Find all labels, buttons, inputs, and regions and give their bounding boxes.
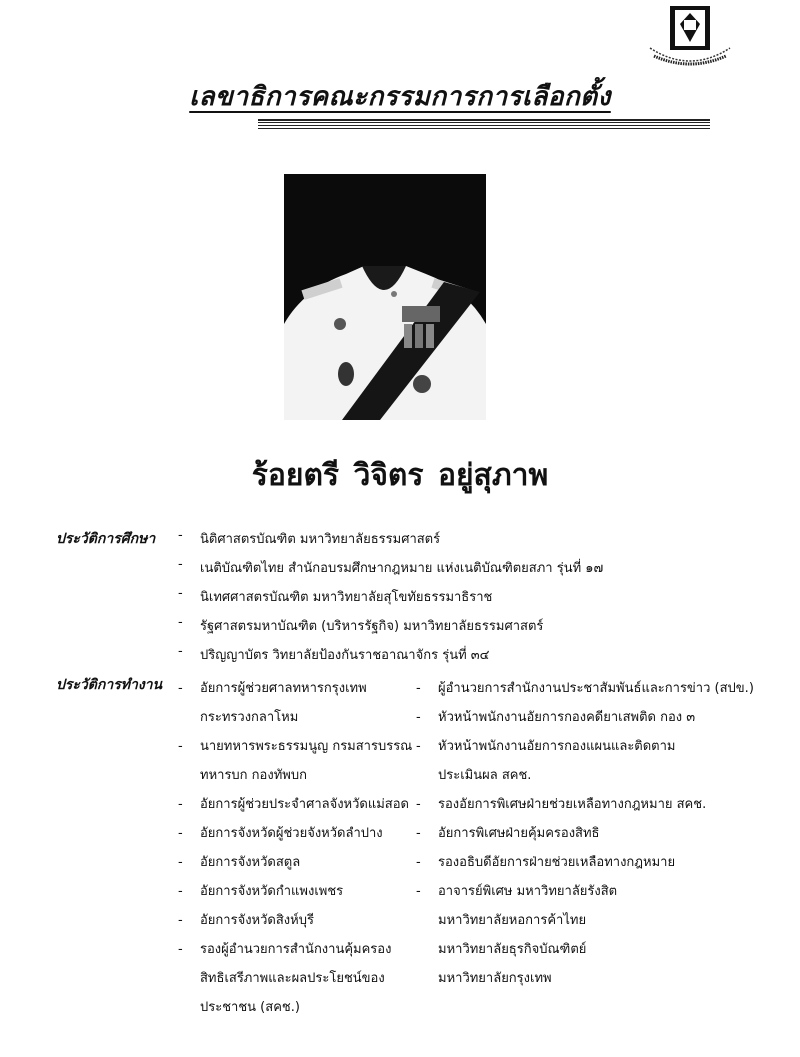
list-item: - นายทหารพระธรรมนูญ กรมสารบรรณ ทหารบก กองทัพบก [178, 739, 413, 783]
list-item: - รองผู้อำนวยการสำนักงานคุ้มครอง สิทธิเสรีภาพและผลประโยชน์ของ ประชาชน (สคช.) [178, 942, 392, 1015]
person-name: ร้อยตรี วิจิตร อยู่สุภาพ [251, 458, 549, 493]
list-item: - อัยการจังหวัดกำแพงเพชร [178, 884, 344, 899]
education-list [178, 528, 604, 673]
list-item: - อัยการจังหวัดผู้ช่วยจังหวัดลำปาง [178, 826, 383, 841]
list-item: - ปริญญาบัตร วิทยาลัยป้องกันราชอาณาจักร รุ่นที่ ๓๔ [178, 644, 490, 663]
work-history-right-list [416, 674, 754, 993]
list-item: - อัยการผู้ช่วยประจำศาลจังหวัดแม่สอด [178, 797, 409, 812]
list-item: - รัฐศาสตรมหาบัณฑิต (บริหารรัฐกิจ) มหาวิทยาลัยธรรมศาสตร์ [178, 615, 544, 634]
list-item: - นิเทศศาสตรบัณฑิต มหาวิทยาลัยสุโขทัยธรรมาธิราช [178, 586, 493, 605]
election-commission-seal-icon [648, 4, 732, 68]
list-item: - รองอัยการพิเศษฝ่ายช่วยเหลือทางกฎหมาย สคช. [416, 797, 707, 812]
list-item: - อาจารย์พิเศษ มหาวิทยาลัยรังสิต มหาวิทยาลัยหอการค้าไทย มหาวิทยาลัยธุรกิจบัณฑิตย์ มหาวิทยาลัยกรุงเทพ [416, 884, 618, 986]
work-history-left-list [178, 674, 413, 1022]
list-item: - เนติบัณฑิตไทย สำนักอบรมศึกษากฎหมาย แห่งเนติบัณฑิตยสภา รุ่นที่ ๑๗ [178, 557, 604, 576]
list-item: - อัยการผู้ช่วยศาลทหารกรุงเทพ กระทรวงกลาโหม [178, 681, 367, 725]
work-history-label: ประวัติการทำงาน [56, 677, 163, 693]
list-item: - อัยการพิเศษฝ่ายคุ้มครองสิทธิ [416, 826, 600, 841]
list-item: - นิติศาสตรบัณฑิต มหาวิทยาลัยธรรมศาสตร์ [178, 528, 441, 547]
list-item: - อัยการจังหวัดสิงห์บุรี [178, 913, 314, 928]
list-item: - รองอธิบดีอัยการฝ่ายช่วยเหลือทางกฎหมาย [416, 855, 676, 870]
portrait-photo [284, 174, 486, 420]
document-title: เลขาธิการคณะกรรมการการเลือกตั้ง [189, 82, 611, 112]
list-item: - หัวหน้าพนักงานอัยการกองแผนและติดตาม ประเมินผล สคช. [416, 739, 676, 783]
list-item: - หัวหน้าพนักงานอัยการกองคดียาเสพติด กอง ๓ [416, 710, 696, 725]
title-divider [258, 119, 710, 132]
list-item: - ผู้อำนวยการสำนักงานประชาสัมพันธ์และการข่าว (สปข.) [416, 681, 754, 696]
list-item: - อัยการจังหวัดสตูล [178, 855, 301, 870]
education-label: ประวัติการศึกษา [56, 531, 156, 547]
